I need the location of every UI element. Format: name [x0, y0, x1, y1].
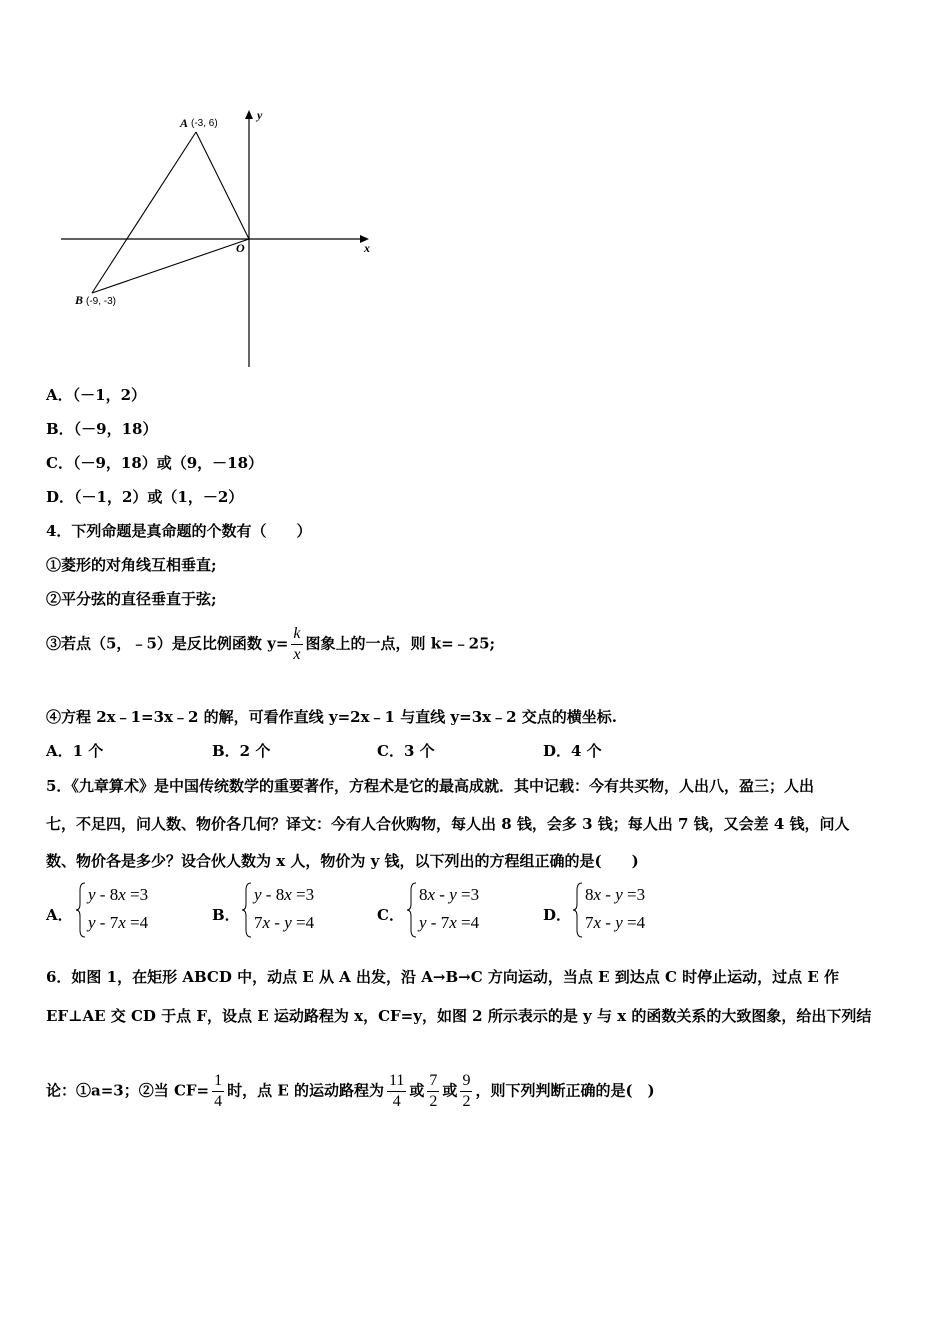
equation-2: 7x - y =4 [254, 913, 315, 932]
y-axis-arrow [245, 110, 253, 119]
q5-line-2: 七，不足四，问人数、物价各几何？译文：今有人合伙购物，每人出 8 钱，会多 3 钱；每人出 7 钱，又会差 4 钱，问人 [46, 815, 850, 833]
q6-line-1: 6．如图 1，在矩形 ABCD 中，动点 E 从 A 出发，沿 A→B→C 方向运动，当点 E 到达点 C 时停止运动，过点 E 作 [46, 968, 840, 986]
point-b-label: B [75, 293, 84, 307]
equation-1: 8x - y =3 [585, 885, 646, 904]
x-axis-label: x [364, 241, 370, 255]
equation-2: y - 7x =4 [88, 913, 149, 932]
q6-line-3 [46, 1071, 655, 1112]
option-label: A． [46, 906, 73, 924]
q4-item-2: ②平分弦的直径垂直于弦; [46, 590, 217, 608]
q4-item-3 [46, 624, 495, 665]
fraction-9-2: $\frac{9}{2}$ [462, 1072, 471, 1110]
q4-item-3-pre: ③若点（5，﹣5）是反比例函数 y= [46, 634, 289, 653]
fraction-numerator: k [291, 624, 302, 645]
brace-icon [407, 882, 417, 938]
option-label: C． [377, 906, 404, 924]
q6-or-2: 或 [442, 1081, 458, 1100]
q6-line-3-post: ，则下列判断正确的是( ) [475, 1081, 655, 1100]
coordinate-figure [55, 105, 385, 375]
equation-2: y - 7x =4 [419, 913, 480, 932]
q3-option-c: C．（－9，18）或（9，－18） [46, 454, 264, 472]
q5-line-3: 数、物价各是多少？设合伙人数为 x 人，物价为 y 钱，以下列出的方程组正确的是( ) [46, 852, 639, 870]
fraction-denominator: x [293, 646, 301, 663]
q3-option-b: B．（－9，18） [46, 420, 158, 438]
q4-option-c: C．3 个 [377, 742, 435, 760]
q4-item-1: ①菱形的对角线互相垂直; [46, 556, 217, 574]
q4-option-d: D．4 个 [543, 742, 602, 760]
brace-icon [242, 882, 252, 938]
equation-1: y - 8x =3 [254, 885, 315, 904]
fraction-11-4: $\frac{11}{4}$ [389, 1072, 405, 1110]
origin-label: O [236, 241, 245, 255]
brace-icon [573, 882, 583, 938]
point-a-label: A [180, 116, 189, 130]
option-label: B． [212, 906, 240, 924]
equation-2: 7x - y =4 [585, 913, 646, 932]
segment-bo [92, 239, 249, 293]
q6-line-2: EF⊥AE 交 CD 于点 F，设点 E 运动路程为 x，CF=y，如图 2 所示表示的是 y 与 x 的函数关系的大致图象，给出下列结 [46, 1007, 872, 1025]
segment-ao [196, 132, 249, 239]
point-a-coords: (-3, 6) [191, 118, 218, 129]
q5-line-1: 5．《九章算术》是中国传统数学的重要著作，方程术是它的最高成就．其中记载：今有共买物，人出八，盈三；人出 [46, 777, 814, 795]
y-axis-label: y [257, 108, 263, 122]
q4-item-4: ④方程 2x﹣1=3x﹣2 的解，可看作直线 y=2x﹣1 与直线 y=3x﹣2 交点的横坐标. [46, 708, 617, 726]
q4-option-a: A．1 个 [46, 742, 104, 760]
fraction-k-over-x [291, 624, 302, 665]
q4-option-b: B．2 个 [212, 742, 271, 760]
q6-line-3-pre: 论：①a=3；②当 CF= [46, 1081, 210, 1100]
fraction-7-2: $\frac{7}{2}$ [429, 1072, 438, 1110]
point-b-coords: (-9, -3) [86, 296, 116, 307]
equation-1: y - 8x =3 [88, 885, 149, 904]
brace-icon [76, 882, 86, 938]
segment-ab [92, 132, 196, 293]
option-label: D． [543, 906, 572, 924]
q6-line-3-mid: 时，点 E 的运动路程为 [227, 1081, 384, 1100]
equation-1: 8x - y =3 [419, 885, 480, 904]
q3-option-a: A．（－1，2） [46, 386, 147, 404]
q3-option-d: D．（－1，2）或（1，－2） [46, 488, 244, 506]
fraction-1-4: $\frac{1}{4}$ [214, 1072, 223, 1110]
q4-stem: 4．下列命题是真命题的个数有（ ） [46, 522, 312, 540]
q6-or-1: 或 [409, 1081, 425, 1100]
q4-item-3-post: 图象上的一点，则 k=﹣25; [305, 634, 496, 653]
